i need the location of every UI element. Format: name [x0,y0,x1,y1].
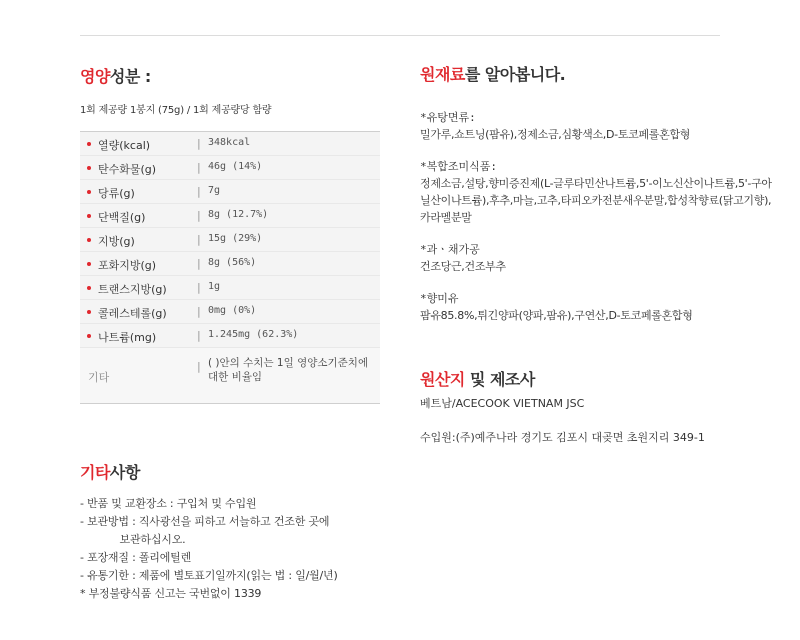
ingredients-section [420,62,780,339]
nutrition-row: 단백질(g) | 8g (12.7%) [80,204,380,228]
list-item: * 부정불량식품 신고는 국번없이 1339 [80,587,262,600]
nutrition-header [80,64,380,116]
nutrition-row: 포화지방(g) | 8g (56%) [80,252,380,276]
bullet-icon [87,238,91,242]
nutrition-table [80,131,380,404]
bullet-icon [87,286,91,290]
ingredient-group: *향미유 팜유85.8%,튀긴양파(양파,팜유),구연산,D-토코페롤혼합형 [420,292,693,322]
list-item: - 유통기한 : 제품에 별토표기일까지(읽는 법 : 일/월/년) [80,569,338,582]
nutrition-heading: 영양성분 : [80,67,151,86]
ingredients-heading: 원재료를 알아봅니다. [420,65,566,84]
bullet-icon [87,334,91,338]
bullet-icon [87,142,91,146]
etc-list [80,495,338,603]
serving-size: 1회 제공량 1봉지 (75g) / 1회 제공량당 함량 [80,105,272,116]
top-divider [80,35,720,36]
origin-info [420,395,705,463]
bullet-icon [87,166,91,170]
list-item: - 반품 및 교환장소 : 구입처 및 수입원 [80,497,257,510]
etc-heading: 기타사항 [80,463,140,482]
nutrition-row: 당류(g) | 7g [80,180,380,204]
nutrition-row: 트랜스지방(g) | 1g [80,276,380,300]
list-item: 보관하십시오. [80,533,186,546]
nutrition-row: 콜레스테롤(g) | 0mg (0%) [80,300,380,324]
ingredient-group: *과ㆍ채가공 건조당근,건조부추 [420,243,506,273]
manufacturer: 베트남/ACECOOK VIETNAM JSC [420,397,585,410]
importer: 수입원:(주)예주나라 경기도 김포시 대곶면 초원지리 349-1 [420,431,705,444]
origin-heading: 원산지 및 제조사 [420,370,535,389]
bullet-icon [87,262,91,266]
nutrition-row: 열량(kcal) | 348kcal [80,132,380,156]
bullet-icon [87,310,91,314]
ingredient-group: *유탕면류: 밀가루,쇼트닝(팜유),정제소금,심황색소,D-토코페롤혼합형 [420,111,691,141]
ingredient-group: *복합조미식품: 정제소금,설탕,향미증진제(L-글루타민산나트륨,5'-이노신산이나트륨,5'-구아닐산이나트륨),후추,마늘,고추,타피오카전분새우분말,합성착향료(닭고기향),카라멜분말 [420,160,772,224]
nutrition-note: ( )안의 수치는 1일 영양소기준치에 대한 비율임 [208,357,369,383]
list-item: - 포장재질 : 폴리에틸렌 [80,551,191,564]
bullet-icon [87,190,91,194]
bullet-icon [87,214,91,218]
nutrition-row: 탄수화물(g) | 46g (14%) [80,156,380,180]
ingredient-list [420,109,780,324]
nutrition-note-row: 기타 | ( )안의 수치는 1일 영양소기준치에 대한 비율임 [80,348,380,403]
nutrition-row: 나트륨(mg) | 1.245mg (62.3%) [80,324,380,348]
list-item: - 보관방법 : 직사광선을 피하고 서늘하고 건조한 곳에 [80,515,330,528]
nutrition-row: 지방(g) | 15g (29%) [80,228,380,252]
